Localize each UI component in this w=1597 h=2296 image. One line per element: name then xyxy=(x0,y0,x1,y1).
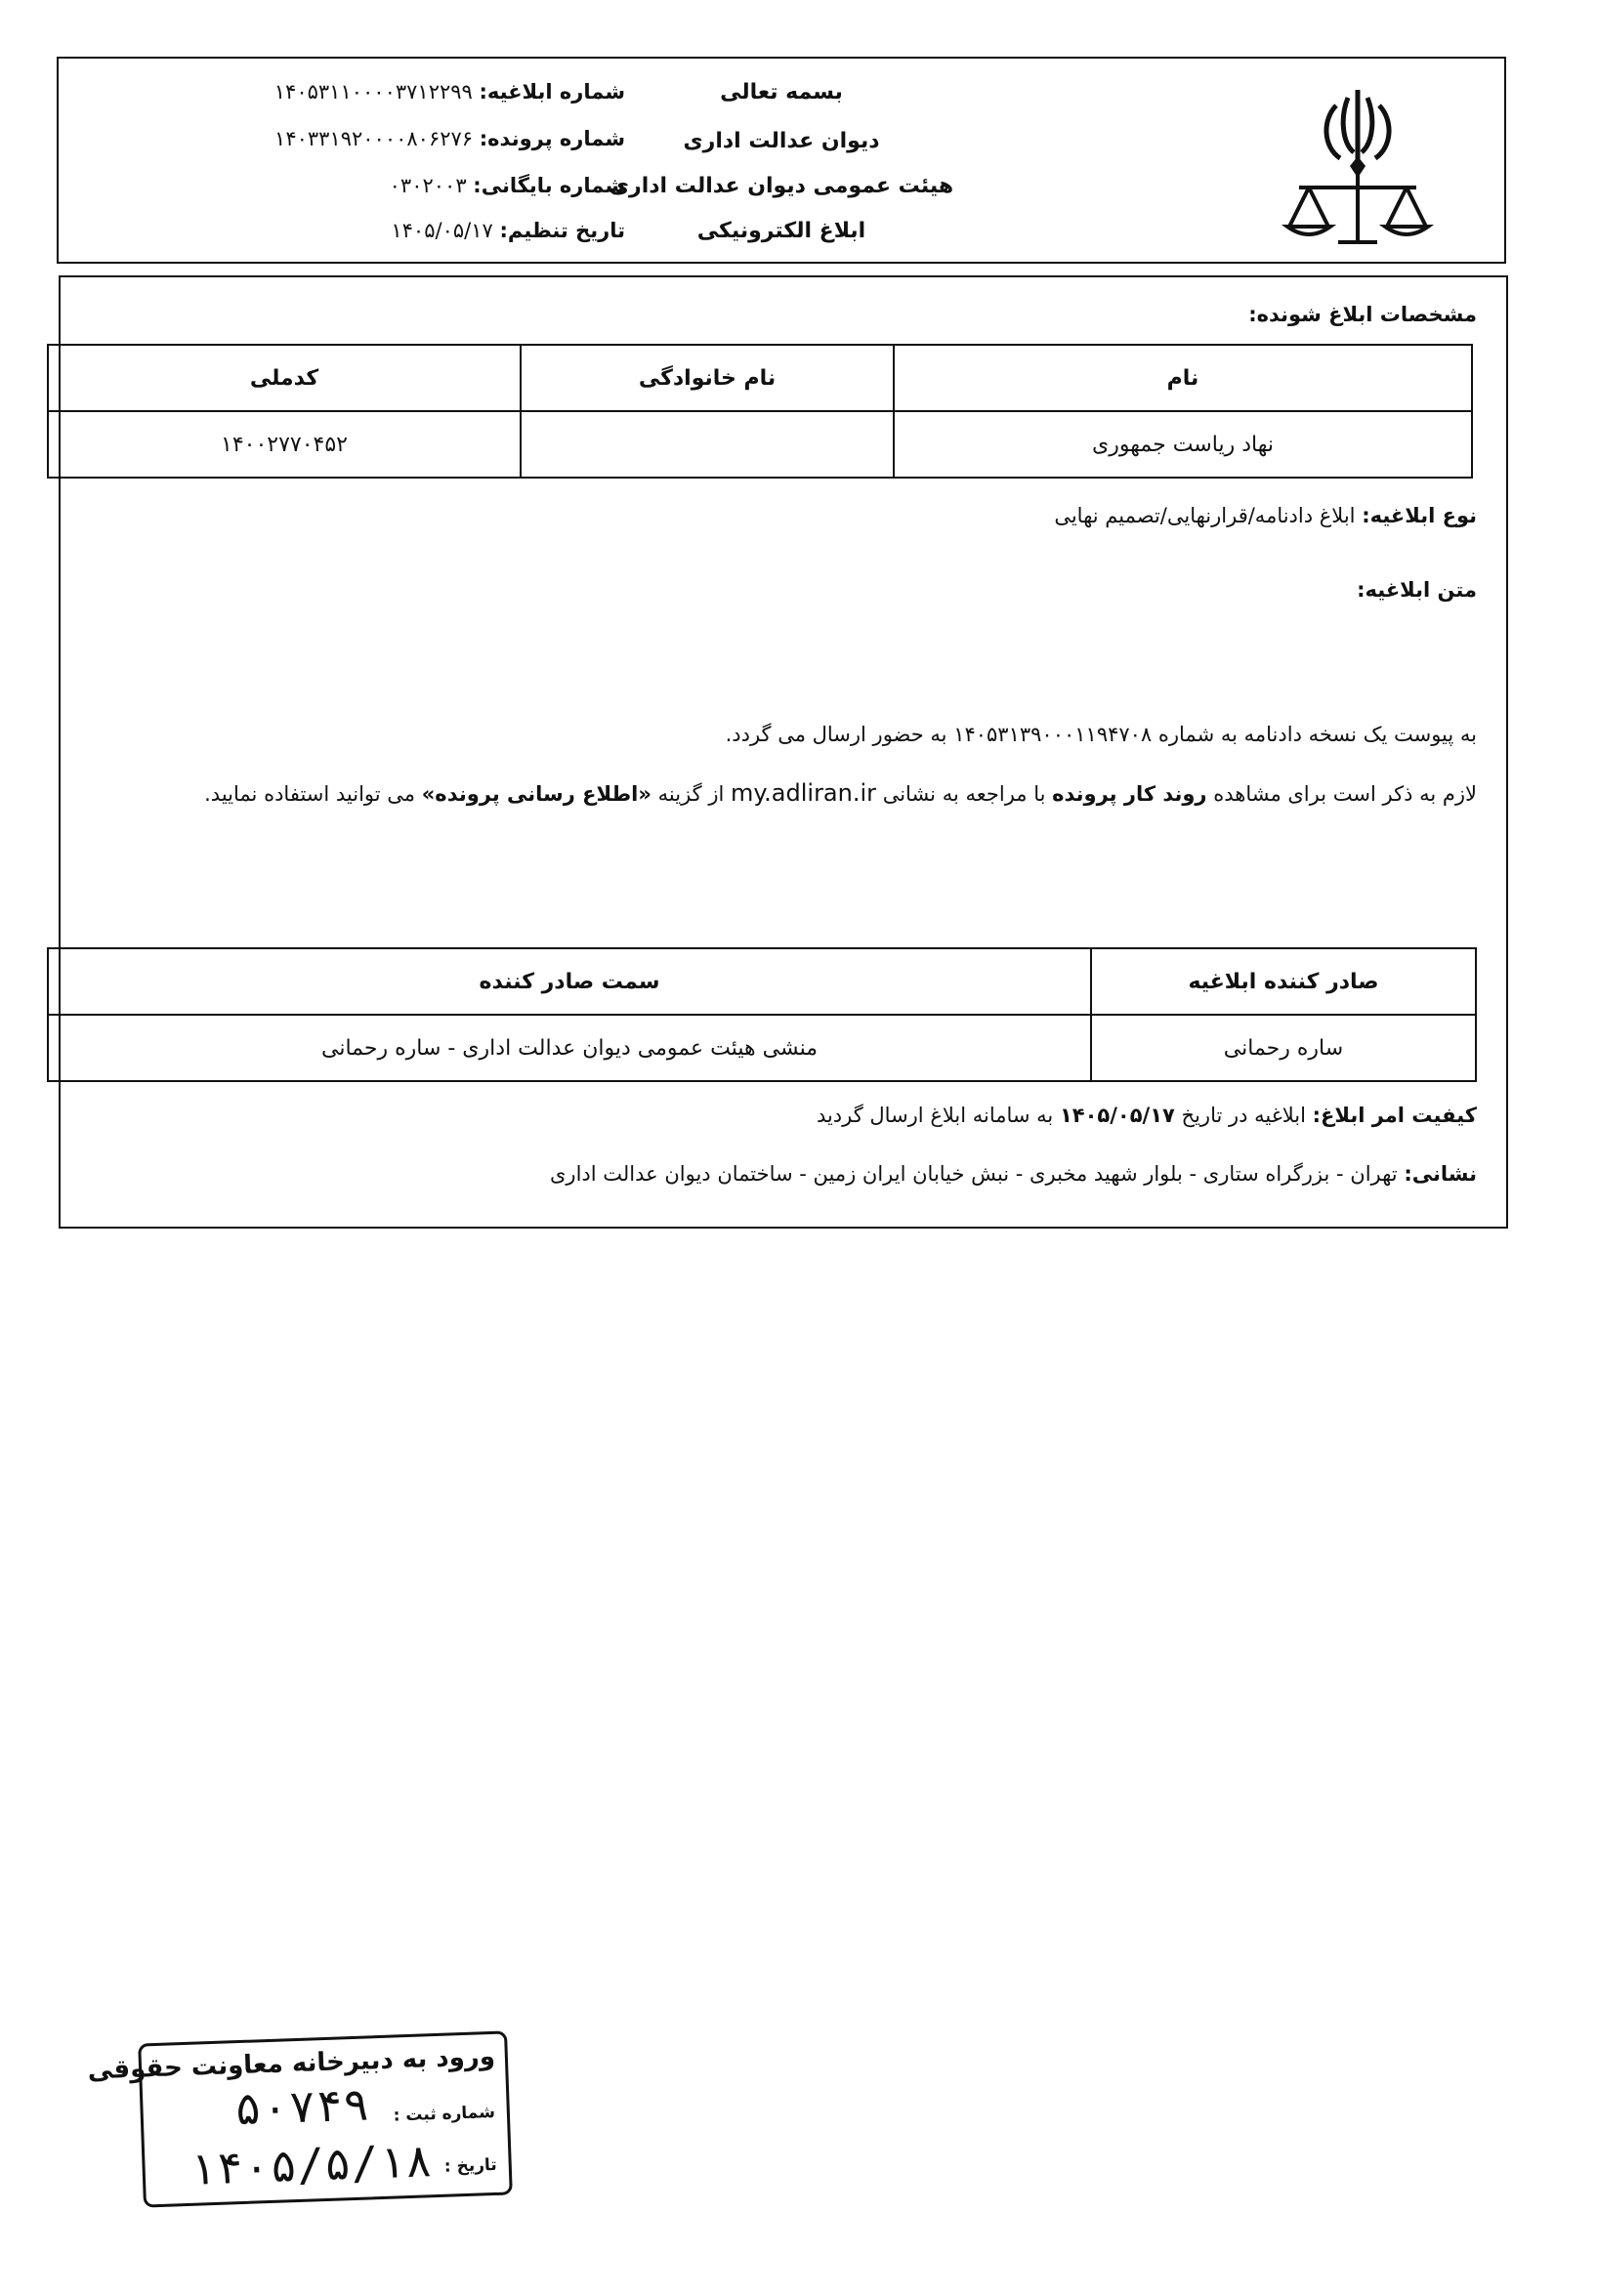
notice-number-field xyxy=(117,80,625,104)
notice-text-line-2 xyxy=(204,779,1477,807)
notice-kind-label: نوع ابلاغیه: xyxy=(1362,504,1477,527)
stamp-registration-number: ۵۰۷۴۹ xyxy=(233,2077,371,2136)
delivery-status-label: کیفیت امر ابلاغ: xyxy=(1312,1104,1477,1127)
delivery-status-text: به سامانه ابلاغ ارسال گردید xyxy=(816,1104,1054,1127)
archive-number-label: شماره بایگانی: xyxy=(473,174,625,197)
notice-text-part: می توانید استفاده نمایید. xyxy=(204,782,416,806)
board-name: هیئت عمومی دیوان عدالت اداری xyxy=(609,174,954,198)
column-header-name: نام xyxy=(894,345,1472,411)
notice-text-part: لازم به ذکر است برای مشاهده xyxy=(1213,782,1477,806)
notice-text-line-1: به پیوست یک نسخه دادنامه به شماره ۱۴۰۵۳۱۳۹۰۰۰۱۱۹۴۷۰۸ به حضور ارسال می گردد. xyxy=(725,723,1477,746)
case-number-field xyxy=(117,127,625,150)
case-number-value: ۱۴۰۳۳۱۹۲۰۰۰۰۸۰۶۲۷۶ xyxy=(274,127,474,150)
issue-date-value: ۱۴۰۵/۰۵/۱۷ xyxy=(391,219,493,242)
archive-number-value: ۰۳۰۲۰۰۳ xyxy=(389,174,467,197)
issuer-name: ساره رحمانی xyxy=(1091,1015,1476,1081)
stamp-date-label: تاریخ : xyxy=(443,2154,498,2177)
notice-text-part: از گزینه xyxy=(657,782,725,806)
table-row xyxy=(48,1015,1476,1081)
document-header xyxy=(57,57,1506,264)
adliran-url-link[interactable]: my.adliran.ir xyxy=(731,779,877,807)
recipient-national-id: ۱۴۰۰۲۷۷۰۴۵۲ xyxy=(48,411,521,478)
notice-kind-line xyxy=(1054,504,1477,527)
table-row xyxy=(48,411,1472,478)
secretariat-entry-stamp xyxy=(87,2030,513,2207)
address-line xyxy=(550,1162,1477,1186)
recipient-name: نهاد ریاست جمهوری xyxy=(894,411,1472,478)
recipient-section-title: مشخصات ابلاغ شونده: xyxy=(1248,303,1477,326)
column-header-national-id: کدملی xyxy=(48,345,521,411)
column-header-issuer: صادر کننده ابلاغیه xyxy=(1091,948,1476,1015)
issuer-position: منشی هیئت عمومی دیوان عدالت اداری - ساره رحمانی xyxy=(48,1015,1091,1081)
notice-number-label: شماره ابلاغیه: xyxy=(479,80,625,104)
notice-body xyxy=(59,275,1508,1229)
column-header-family: نام خانوادگی xyxy=(521,345,894,411)
court-name: دیوان عدالت اداری xyxy=(683,129,880,153)
case-number-label: شماره پرونده: xyxy=(479,127,625,150)
delivery-status-text: ابلاغیه در تاریخ xyxy=(1181,1104,1306,1127)
delivery-date: ۱۴۰۵/۰۵/۱۷ xyxy=(1059,1104,1175,1127)
notice-kind-value: ابلاغ دادنامه/قرارنهایی/تصمیم نهایی xyxy=(1054,504,1356,527)
address-value: تهران - بزرگراه ستاری - بلوار شهید مخبری - نبش خیابان ایران زمین - ساختمان دیوان عدالت اداری xyxy=(550,1162,1398,1186)
column-header-issuer-position: سمت صادر کننده xyxy=(48,948,1091,1015)
case-progress-phrase: روند کار پرونده xyxy=(1052,782,1207,806)
electronic-notice-title: ابلاغ الکترونیکی xyxy=(696,219,866,243)
archive-number-field xyxy=(117,174,625,197)
stamp-title: ورود به دبیرخانه معاونت حقوقی xyxy=(87,2041,496,2086)
bismillah-heading: بسمه تعالی xyxy=(720,80,843,104)
case-information-option: «اطلاع رسانی پرونده» xyxy=(421,782,651,806)
stamp-date-value: ۱۴۰۵/۵/۱۸ xyxy=(188,2134,434,2195)
issue-date-label: تاریخ تنظیم: xyxy=(499,219,625,242)
recipient-table xyxy=(47,344,1473,479)
table-header-row xyxy=(48,345,1472,411)
address-label: نشانی: xyxy=(1404,1162,1477,1186)
table-header-row xyxy=(48,948,1476,1015)
notice-number-value: ۱۴۰۵۳۱۱۰۰۰۰۳۷۱۲۲۹۹ xyxy=(273,80,473,104)
notice-text-label: متن ابلاغیه: xyxy=(1357,578,1477,602)
delivery-status-line xyxy=(817,1104,1477,1127)
stamp-registration-label: شماره ثبت : xyxy=(393,2102,496,2126)
notice-text-part: با مراجعه به نشانی xyxy=(882,782,1046,806)
recipient-family xyxy=(521,411,894,478)
issuer-table xyxy=(47,947,1477,1082)
issue-date-field xyxy=(117,219,625,242)
